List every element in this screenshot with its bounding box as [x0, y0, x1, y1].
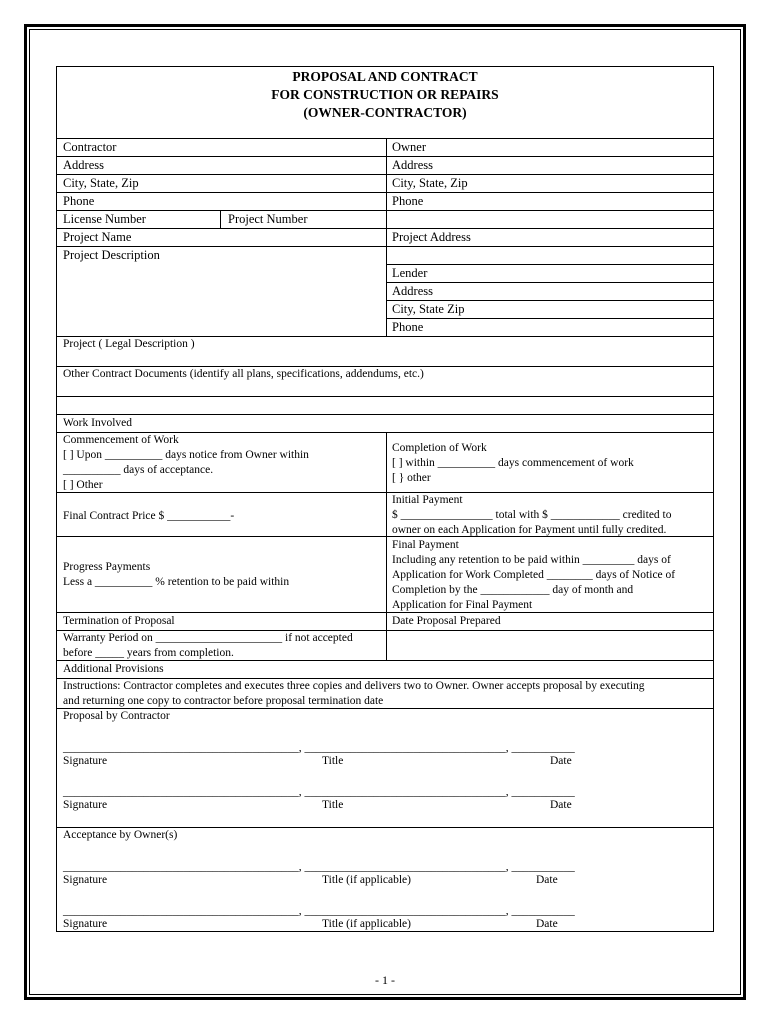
- rule: [57, 192, 713, 193]
- signature-caption: Signature: [63, 874, 108, 886]
- signature-line[interactable]: _________________________________________, ___________________________________, ___________: [63, 786, 575, 798]
- lender-phone-label: Phone: [392, 320, 424, 334]
- progress-payments-label: Progress Payments: [63, 561, 151, 573]
- rule: [57, 156, 713, 157]
- completion-line2: [ } other: [392, 472, 431, 484]
- signature-line[interactable]: _________________________________________, ___________________________________, ___________: [63, 861, 575, 873]
- termination-label: Termination of Proposal: [63, 615, 175, 627]
- title-applicable-caption: Title (if applicable): [322, 874, 411, 886]
- owner-address-label: Address: [392, 158, 433, 172]
- rule: [57, 396, 713, 397]
- rule: [57, 246, 713, 247]
- rule: [386, 300, 713, 301]
- project-legal-label: Project ( Legal Description ): [63, 338, 195, 350]
- contractor-label: Contractor: [63, 140, 117, 154]
- date-caption: Date: [550, 799, 572, 811]
- instructions-line2: and returning one copy to contractor before proposal termination date: [63, 695, 384, 707]
- rule: [386, 318, 713, 319]
- other-documents-label: Other Contract Documents (identify all plans, specifications, addendums, etc.): [63, 368, 424, 380]
- date-caption: Date: [536, 918, 558, 930]
- initial-payment-label: Initial Payment: [392, 494, 463, 506]
- commencement-line3: [ ] Other: [63, 479, 103, 491]
- project-name-label: Project Name: [63, 230, 132, 244]
- final-payment-line3: Completion by the ____________ day of month and: [392, 584, 634, 596]
- rule: [57, 492, 713, 493]
- proposal-by-contractor-label: Proposal by Contractor: [63, 710, 170, 722]
- column-divider: [386, 138, 387, 336]
- title-applicable-caption: Title (if applicable): [322, 918, 411, 930]
- commencement-line2: __________ days of acceptance.: [63, 464, 214, 476]
- date-caption: Date: [550, 755, 572, 767]
- rule: [57, 414, 713, 415]
- signature-line[interactable]: _________________________________________, ___________________________________, ___________: [63, 905, 575, 917]
- contractor-phone-label: Phone: [63, 194, 95, 208]
- owner-city-label: City, State, Zip: [392, 176, 468, 190]
- initial-payment-line1: $ ________________ total with $ ____________ credited to: [392, 509, 672, 521]
- work-involved-label: Work Involved: [63, 417, 133, 429]
- rule: [57, 228, 713, 229]
- project-address-label: Project Address: [392, 230, 471, 244]
- lender-label: Lender: [392, 266, 428, 280]
- rule: [57, 138, 713, 139]
- warranty-line2: before _____ years from completion.: [63, 647, 234, 659]
- final-payment-label: Final Payment: [392, 539, 459, 551]
- signature-caption: Signature: [63, 799, 108, 811]
- signature-caption: Signature: [63, 918, 108, 930]
- rule: [57, 174, 713, 175]
- project-description-label: Project Description: [63, 248, 160, 262]
- page-number: - 1 -: [375, 973, 395, 987]
- final-payment-line2: Application for Work Completed ________ days of Notice of: [392, 569, 676, 581]
- commencement-label: Commencement of Work: [63, 434, 179, 446]
- column-divider: [386, 630, 387, 660]
- contractor-city-label: City, State, Zip: [63, 176, 139, 190]
- lender-city-label: City, State Zip: [392, 302, 465, 316]
- warranty-line1: Warranty Period on ______________________ if not accepted: [63, 632, 353, 644]
- column-divider: [220, 210, 221, 228]
- signature-caption: Signature: [63, 755, 108, 767]
- additional-provisions-label: Additional Provisions: [63, 663, 164, 675]
- project-number-label: Project Number: [228, 212, 308, 226]
- license-number-label: License Number: [63, 212, 146, 226]
- acceptance-by-owner-label: Acceptance by Owner(s): [63, 829, 178, 841]
- owner-phone-label: Phone: [392, 194, 424, 208]
- form-title-line2: FOR CONSTRUCTION OR REPAIRS: [271, 87, 499, 102]
- final-payment-line4: Application for Final Payment: [392, 599, 533, 611]
- owner-label: Owner: [392, 140, 427, 154]
- completion-label: Completion of Work: [392, 442, 487, 454]
- title-caption: Title: [322, 755, 344, 767]
- final-payment-line1: Including any retention to be paid within _________ days of: [392, 554, 671, 566]
- rule: [57, 612, 713, 613]
- form-title-line1: PROPOSAL AND CONTRACT: [292, 69, 478, 84]
- title-caption: Title: [322, 799, 344, 811]
- rule: [386, 264, 713, 265]
- completion-line1: [ ] within __________ days commencement of work: [392, 457, 634, 469]
- contract-form: [56, 66, 714, 932]
- date-prepared-label: Date Proposal Prepared: [392, 615, 501, 627]
- lender-address-label: Address: [392, 284, 433, 298]
- rule: [386, 282, 713, 283]
- instructions-line1: Instructions: Contractor completes and executes three copies and delivers two to Owner. Owner accepts proposal by executing: [63, 680, 645, 692]
- date-caption: Date: [536, 874, 558, 886]
- form-title-line3: (OWNER-CONTRACTOR): [303, 105, 467, 120]
- contractor-address-label: Address: [63, 158, 104, 172]
- progress-payments-line: Less a __________ % retention to be paid within: [63, 576, 290, 588]
- signature-line[interactable]: _________________________________________, ___________________________________, ___________: [63, 742, 575, 754]
- initial-payment-line2: owner on each Application for Payment until fully credited.: [392, 524, 667, 536]
- final-contract-price: Final Contract Price $ ___________-: [63, 510, 235, 522]
- rule: [57, 210, 713, 211]
- column-divider: [386, 432, 387, 660]
- commencement-line1: [ ] Upon __________ days notice from Owner within: [63, 449, 309, 461]
